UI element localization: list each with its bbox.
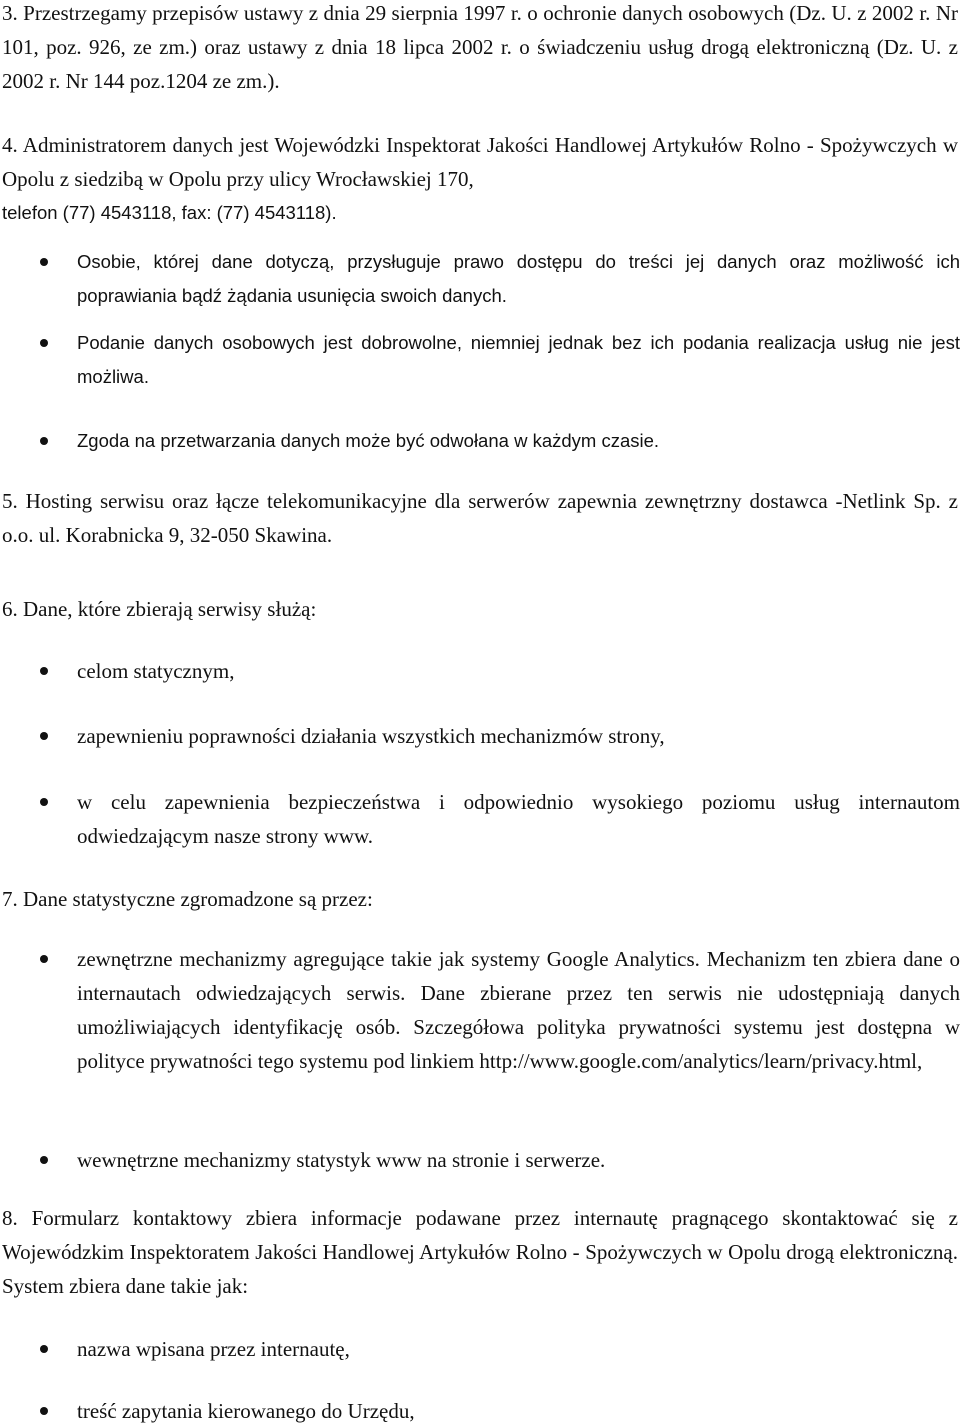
paragraph-7: 7. Dane statystyczne zgromadzone są przez: — [2, 887, 373, 911]
list-item: Osobie, której dane dotyczą, przysługuje prawo dostępu do treści jej danych oraz możliwość ich poprawiania bądź żądania usunięcia swoich danych. — [77, 245, 960, 313]
paragraph-4-contact: telefon (77) 4543118, fax: (77) 4543118). — [2, 202, 337, 223]
list-item: w celu zapewnienia bezpieczeństwa i odpowiednio wysokiego poziomu usług internautom odwiedzającym nasze strony www. — [77, 785, 960, 853]
bullet-icon — [40, 955, 48, 963]
bullet-icon — [40, 339, 48, 347]
list-item: zewnętrzne mechanizmy agregujące takie jak systemy Google Analytics. Mechanizm ten zbiera dane o internautach odwiedzających serwis. Dane zbierane przez ten serwis nie udostępniają danych umożliwiających identyfikację osób. Szczegółowa polityka prywatności systemu jest dostępna w polityce prywatności tego systemu pod linkiem http://www.google.com/analytics/learn/privacy.html, — [77, 942, 960, 1078]
paragraph-5: 5. Hosting serwisu oraz łącze telekomunikacyjne dla serwerów zapewnia zewnętrzny dostawca -Netlink Sp. z o.o. ul. Korabnicka 9, 32-050 Skawina. — [2, 489, 958, 547]
bullet-icon — [40, 1407, 48, 1415]
bullet-icon — [40, 258, 48, 266]
paragraph-6: 6. Dane, które zbierają serwisy służą: — [2, 597, 317, 621]
bullet-icon — [40, 1156, 48, 1164]
bullet-icon — [40, 667, 48, 675]
list-item: Zgoda na przetwarzania danych może być odwołana w każdym czasie. — [77, 424, 960, 458]
bullet-icon — [40, 798, 48, 806]
bullet-icon — [40, 732, 48, 740]
list-item: Podanie danych osobowych jest dobrowolne, niemniej jednak bez ich podania realizacja usług nie jest możliwa. — [77, 326, 960, 394]
list-item: nazwa wpisana przez internautę, — [77, 1332, 960, 1366]
paragraph-4: 4. Administratorem danych jest Wojewódzki Inspektorat Jakości Handlowej Artykułów Rolno - Spożywczych w Opolu z siedzibą w Opolu przy ulicy Wrocławskiej 170, — [2, 133, 958, 191]
paragraph-3: 3. Przestrzegamy przepisów ustawy z dnia 29 sierpnia 1997 r. o ochronie danych osobowych (Dz. U. z 2002 r. Nr 101, poz. 926, ze zm.) oraz ustawy z dnia 18 lipca 2002 r. o świadczeniu usług drogą elektroniczną (Dz. U. z 2002 r. Nr 144 poz.1204 ze zm.). — [2, 1, 958, 93]
bullet-icon — [40, 1345, 48, 1353]
list-item: wewnętrzne mechanizmy statystyk www na stronie i serwerze. — [77, 1143, 960, 1177]
list-item: zapewnieniu poprawności działania wszystkich mechanizmów strony, — [77, 719, 960, 753]
list-item: celom statycznym, — [77, 654, 960, 688]
paragraph-8: 8. Formularz kontaktowy zbiera informacje podawane przez internautę pragnącego skontaktować się z Wojewódzkim Inspektoratem Jakości Handlowej Artykułów Rolno - Spożywczych w Opolu drogą elektroniczną. System zbiera dane takie jak: — [2, 1206, 958, 1298]
list-item: treść zapytania kierowanego do Urzędu, — [77, 1394, 960, 1428]
bullet-icon — [40, 437, 48, 445]
